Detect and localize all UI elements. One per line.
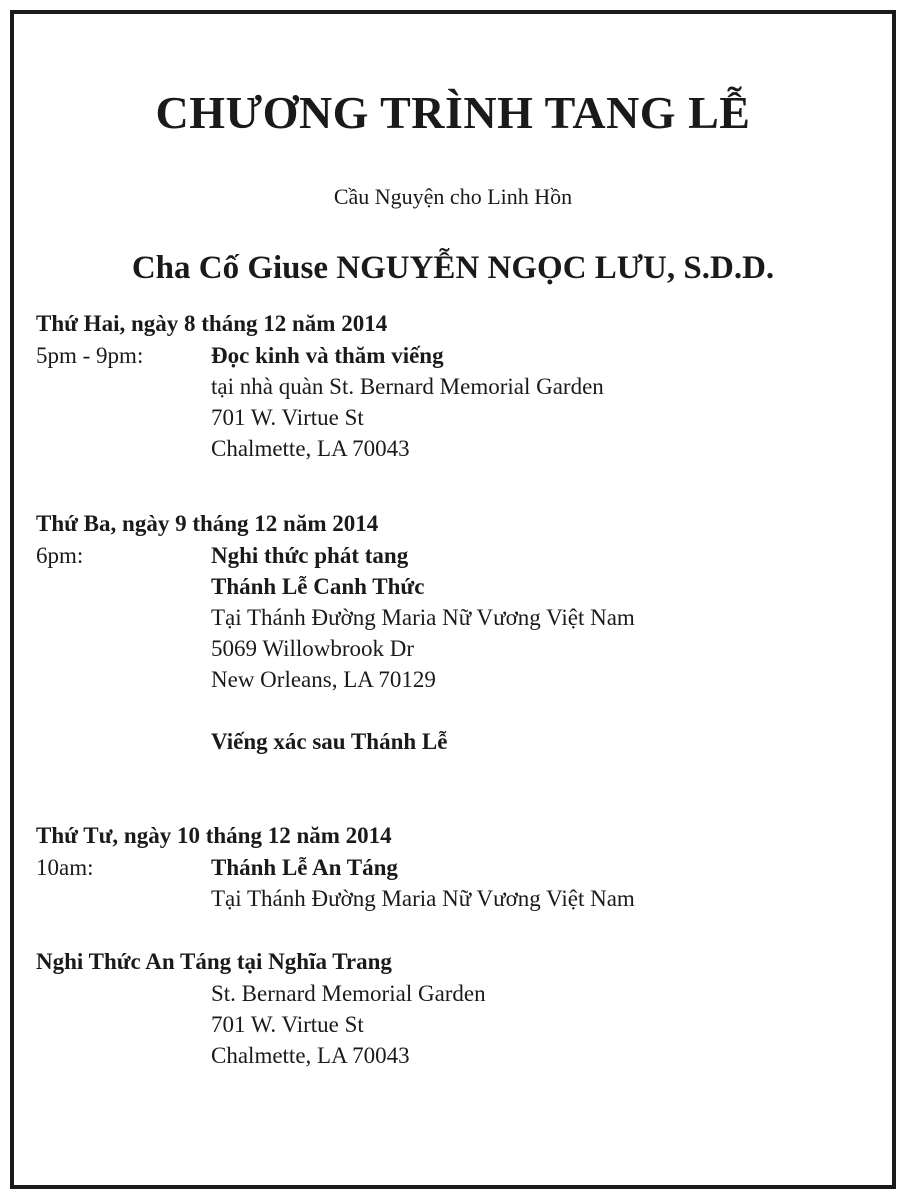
day2-place: Tại Thánh Đường Maria Nữ Vương Việt Nam (211, 605, 635, 630)
deceased-name: Cha Cố Giuse NGUYỄN NGỌC LƯU, S.D.D. (131, 250, 775, 286)
burial-street: 701 W. Virtue St (211, 1012, 364, 1037)
document-frame (10, 10, 896, 1189)
subtitle: Cầu Nguyện cho Linh Hồn (333, 184, 573, 209)
day1-event: Đọc kinh và thăm viếng (211, 343, 444, 368)
day3-date: Thứ Tư, ngày 10 tháng 12 năm 2014 (36, 823, 392, 848)
day2-street: 5069 Willowbrook Dr (211, 636, 415, 661)
day1-time: 5pm - 9pm: (36, 343, 144, 368)
day2-after: Viếng xác sau Thánh Lễ (211, 729, 448, 754)
burial-heading: Nghi Thức An Táng tại Nghĩa Trang (36, 949, 392, 974)
burial-city: Chalmette, LA 70043 (211, 1043, 410, 1068)
day3-place: Tại Thánh Đường Maria Nữ Vương Việt Nam (211, 886, 635, 911)
day2-city: New Orleans, LA 70129 (211, 667, 436, 692)
day1-place: tại nhà quàn St. Bernard Memorial Garden (211, 374, 604, 399)
day2-event1: Nghi thức phát tang (211, 543, 409, 568)
day2-date: Thứ Ba, ngày 9 tháng 12 năm 2014 (36, 511, 379, 536)
day2-time: 6pm: (36, 543, 84, 568)
day1-street: 701 W. Virtue St (211, 405, 364, 430)
day3-event: Thánh Lễ An Táng (211, 855, 398, 880)
day3-time: 10am: (36, 855, 94, 880)
day1-city: Chalmette, LA 70043 (211, 436, 410, 461)
day1-date: Thứ Hai, ngày 8 tháng 12 năm 2014 (36, 311, 388, 336)
page-title: CHƯƠNG TRÌNH TANG LỄ (155, 87, 751, 138)
day2-event2: Thánh Lễ Canh Thức (211, 574, 425, 599)
burial-place: St. Bernard Memorial Garden (211, 981, 486, 1006)
